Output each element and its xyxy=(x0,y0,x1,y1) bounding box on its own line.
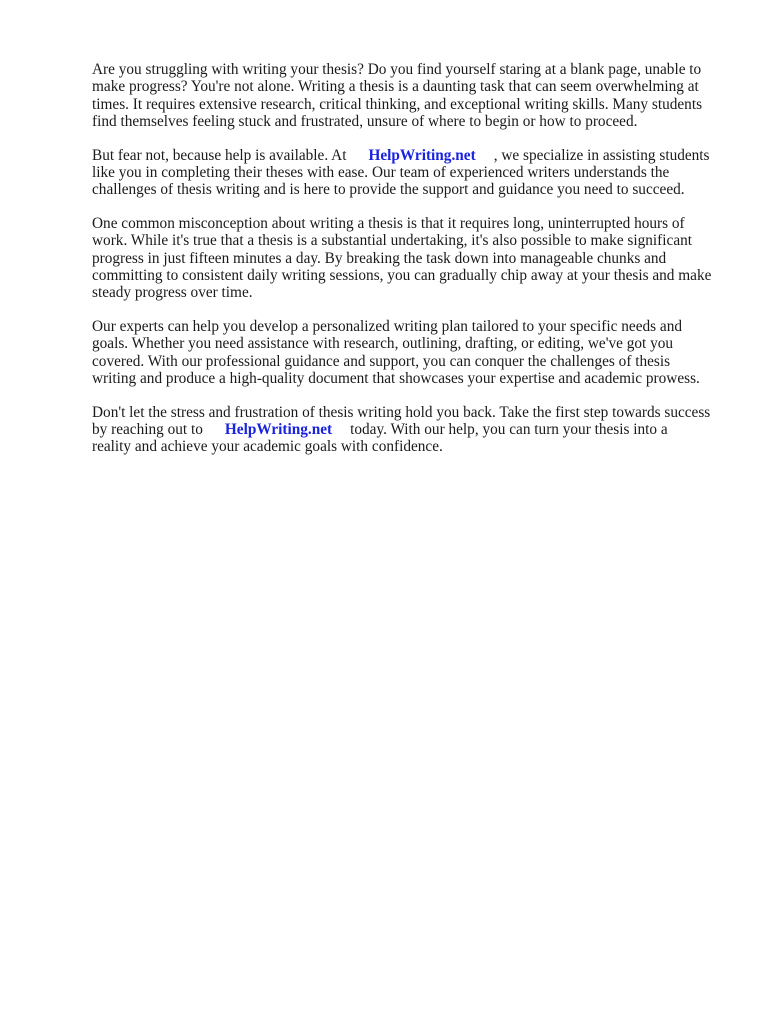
document-body xyxy=(92,61,728,472)
text-line: reality and achieve your academic goals with confidence. xyxy=(92,438,443,456)
paragraph-closing xyxy=(92,404,728,456)
text-line xyxy=(92,147,728,164)
text-line: work. While it's true that a thesis is a substantial undertaking, it's also possible to make significant xyxy=(92,232,693,250)
helpwriting-link[interactable]: HelpWriting.net xyxy=(368,146,476,164)
text-line: goals. Whether you need assistance with research, outlining, drafting, or editing, we've got you xyxy=(92,335,674,353)
text-line: challenges of thesis writing and is here to provide the support and guidance you need to succeed. xyxy=(92,181,685,199)
text-line xyxy=(92,421,728,438)
text-line: Don't let the stress and frustration of thesis writing hold you back. Take the first step towards success xyxy=(92,403,711,421)
paragraph-help xyxy=(92,147,728,199)
text-line: progress in just fifteen minutes a day. By breaking the task down into manageable chunks and xyxy=(92,249,667,267)
text-line: find themselves feeling stuck and frustrated, unsure of where to begin or how to proceed. xyxy=(92,113,638,131)
paragraph-misconception xyxy=(92,215,728,302)
text-line: times. It requires extensive research, critical thinking, and exceptional writing skills. Many students xyxy=(92,95,703,113)
paragraph-intro xyxy=(92,61,728,131)
text-line: like you in completing their theses with ease. Our team of experienced writers understands the xyxy=(92,164,670,182)
text-line: Are you struggling with writing your thesis? Do you find yourself staring at a blank page, unable to xyxy=(92,61,702,78)
text-line: writing and produce a high-quality document that showcases your expertise and academic prowess. xyxy=(92,370,700,388)
text-line: make progress? You're not alone. Writing a thesis is a daunting task that can seem overwhelming at xyxy=(92,78,699,96)
helpwriting-link[interactable]: HelpWriting.net xyxy=(224,420,333,438)
text-segment: , we specialize in assisting students xyxy=(493,146,710,164)
text-segment: today. With our help, you can turn your thesis into a xyxy=(350,420,668,438)
text-line: covered. With our professional guidance and support, you can conquer the challenges of thesis xyxy=(92,352,671,370)
text-line: committing to consistent daily writing sessions, you can gradually chip away at your thesis and make xyxy=(92,267,712,285)
paragraph-experts xyxy=(92,318,728,388)
text-segment: But fear not, because help is available. At xyxy=(92,146,347,164)
text-line: steady progress over time. xyxy=(92,284,253,302)
text-line: One common misconception about writing a thesis is that it requires long, uninterrupted hours of xyxy=(92,214,685,232)
text-segment: by reaching out to xyxy=(92,420,203,438)
text-line: Our experts can help you develop a personalized writing plan tailored to your specific needs and xyxy=(92,317,683,335)
